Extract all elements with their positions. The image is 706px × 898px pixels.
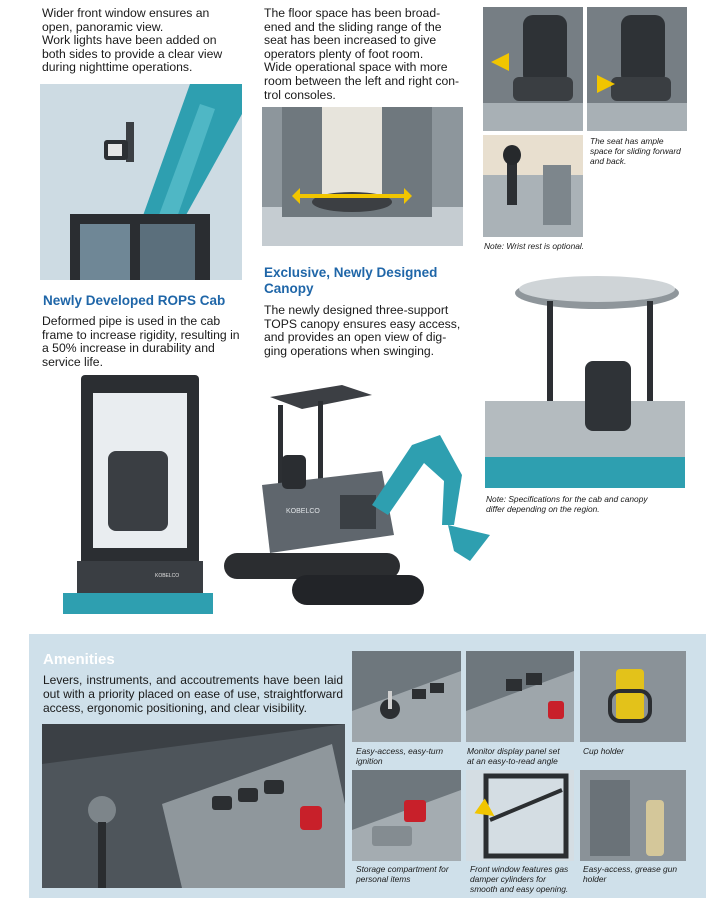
floor-space-photo: [262, 107, 463, 246]
slide-arrow-icon: [298, 194, 406, 198]
grease-gun-holder-photo: [580, 770, 686, 861]
amenities-text: Levers, instruments, and accoutrements have been laid out with a priority placed on ease of use, straightforward access, ergonomic positioning, and clear visibility.: [43, 673, 343, 715]
spec-note: Note: Specifications for the cab and canopy differ depending on the region.: [486, 494, 648, 514]
canopy-excavator-photo: [222, 385, 490, 615]
seat-space-caption: The seat has ample space for sliding forward and back.: [590, 136, 681, 166]
storage-caption: Storage compartment for personal items: [356, 864, 449, 884]
front-window-caption: Front window features gas damper cylinders for smooth and easy opening.: [470, 864, 569, 894]
monitor-panel-photo: [466, 651, 574, 742]
seat-forward-photo: [483, 7, 583, 131]
floor-space-text: The floor space has been broad- ened and the sliding range of the seat has been increased to give operators plenty of foot room. Wide operational space with more room between the left and right con- trol consoles.: [264, 6, 460, 102]
cup-holder-caption: Cup holder: [583, 746, 624, 756]
right-arrow-icon: [597, 75, 615, 93]
front-window-text: Wider front window ensures an open, panoramic view. Work lights have been added on both sides to provide a clear view during nighttime operations.: [42, 6, 223, 75]
wrist-rest-note: Note: Wrist rest is optional.: [484, 241, 585, 251]
canopy-text: The newly designed three-support TOPS canopy ensures easy access, and provides an open view of dig- ging operations when swinging.: [264, 303, 461, 358]
monitor-panel-caption: Monitor display panel set at an easy-to-read angle: [467, 746, 560, 766]
rops-cab-rear-photo: [63, 371, 213, 614]
storage-compartment-photo: [352, 770, 461, 861]
cup-holder-photo: [580, 651, 686, 742]
amenities-heading: Amenities: [43, 651, 115, 668]
ignition-photo: [352, 651, 461, 742]
work-light-photo: [40, 84, 242, 280]
wrist-rest-photo: [483, 135, 583, 237]
front-window-photo: [466, 770, 574, 861]
console-main-photo: [42, 724, 345, 888]
canopy-heading: Exclusive, Newly Designed Canopy: [264, 265, 438, 296]
seat-back-photo: [587, 7, 687, 131]
excavator-arm-image: [40, 84, 242, 280]
rops-cab-text: Deformed pipe is used in the cab frame to increase rigidity, resulting in a 50% increase in durability and service life.: [42, 314, 240, 369]
grease-gun-caption: Easy-access, grease gun holder: [583, 864, 678, 884]
brand-logo: KOBELCO: [286, 508, 320, 515]
rops-cab-heading: Newly Developed ROPS Cab: [43, 293, 226, 308]
left-arrow-icon: [491, 53, 509, 71]
canopy-closeup-photo: [485, 271, 685, 488]
ignition-caption: Easy-access, easy-turn ignition: [356, 746, 444, 766]
svg-text:KOBELCO: KOBELCO: [155, 573, 180, 579]
